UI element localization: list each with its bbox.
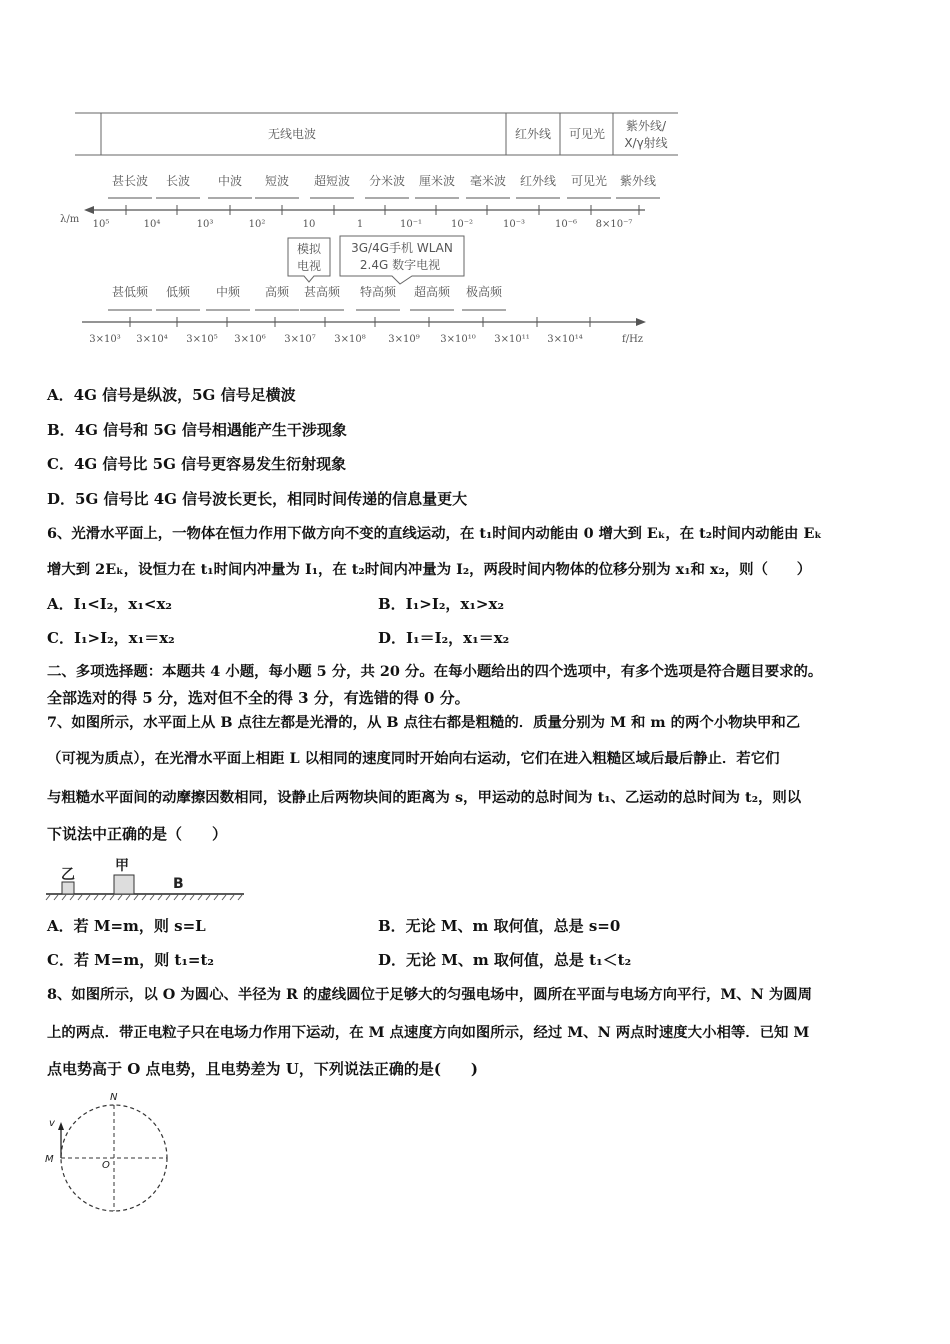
wave-name: 毫米波	[469, 174, 507, 188]
label-o: O	[102, 1160, 110, 1171]
lambda-tick-label: 10⁻³	[502, 219, 526, 230]
analog-tv-callout	[288, 238, 330, 282]
freq-tick-label: 3×10⁵	[186, 334, 218, 345]
q7-option-b: B．无论 M、m 取何值，总是 s=0	[378, 917, 621, 935]
q7-option-d: D．无论 M、m 取何值，总是 t₁＜t₂	[378, 951, 632, 969]
q8-stem-line3: 点电势高于 O 点电势，且电势差为 U，下列说法正确的是( )	[47, 1060, 479, 1078]
wave-name: 分米波	[368, 174, 406, 188]
q7-stem-line3: 与粗糙水平面间的动摩擦因数相同，设静止后两物块间的距离为 s，甲运动的总时间为 t₁、乙运动的总时间为 t₂，则以	[47, 789, 802, 806]
freq-tick-label: 3×10⁹	[388, 334, 420, 345]
lambda-tick-label: 10⁻⁶	[554, 219, 578, 230]
velocity-arrow	[58, 1122, 64, 1158]
wave-name: 甚长波	[111, 174, 149, 188]
top-bar-visible: 可见光	[568, 127, 606, 141]
section2-heading-line1: 二、多项选择题：本题共 4 小题，每小题 5 分，共 20 分。在每小题给出的四个选项中，有多个选项是符合题目要求的。	[47, 663, 823, 680]
wave-name: 中波	[217, 174, 243, 188]
q6-option-d: D．I₁＝I₂，x₁＝x₂	[378, 629, 510, 647]
lambda-tick-label: 1	[356, 219, 364, 230]
freq-name-row	[108, 284, 506, 310]
q5-option-c: C．4G 信号比 5G 信号更容易发生衍射现象	[47, 455, 347, 473]
top-bar-uv: 紫外线/	[625, 119, 667, 133]
q6-option-c: C．I₁>I₂，x₁＝x₂	[47, 629, 175, 647]
q7-stem-line2: （可视为质点），在光滑水平面上相距 L 以相同的速度同时开始向右运动，它们在进入粗糙区域后最后静止．若它们	[47, 750, 780, 767]
svg-text:电视: 电视	[296, 259, 322, 273]
label-n: N	[110, 1092, 118, 1103]
lambda-tick-label: 10⁴	[143, 219, 161, 230]
wave-name: 超短波	[313, 174, 351, 188]
q5-option-d: D．5G 信号比 4G 信号波长更长，相同时间传递的信息量更大	[47, 490, 468, 508]
q5-option-b: B．4G 信号和 5G 信号相遇能产生干涉现象	[47, 421, 347, 439]
svg-text:2.4G 数字电视: 2.4G 数字电视	[359, 258, 441, 272]
block-yi	[62, 882, 74, 894]
wave-name: 紫外线	[619, 174, 657, 188]
q6-option-b: B．I₁>I₂，x₁>x₂	[378, 595, 505, 613]
freq-tick-label: 3×10¹⁰	[440, 334, 476, 345]
em-spectrum-figure	[0, 0, 950, 360]
q8-stem-line2: 上的两点．带正电粒子只在电场力作用下运动，在 M 点速度方向如图所示，经过 M、N 两点时速度大小相等．已知 M	[47, 1024, 810, 1041]
wavelength-axis	[60, 205, 645, 230]
q7-option-c: C．若 M=m，则 t₁=t₂	[47, 951, 214, 969]
wave-name: 可见光	[570, 174, 608, 188]
freq-name: 甚高频	[303, 285, 341, 299]
q8-stem-line1: 8、如图所示，以 O 为圆心、半径为 R 的虚线圆位于足够大的匀强电场中，圆所在平面与电场方向平行，M、N 为圆周	[47, 986, 813, 1003]
freq-name: 高频	[264, 285, 290, 299]
lambda-tick-label: 10³	[196, 219, 214, 230]
freq-tick-label: 3×10⁴	[136, 334, 168, 345]
top-bar-xray: X/γ射线	[624, 136, 668, 150]
digital-callout	[340, 236, 464, 284]
freq-tick-label: 3×10⁷	[284, 334, 316, 345]
svg-text:模拟: 模拟	[296, 242, 322, 256]
freq-tick-label: 3×10⁶	[234, 334, 266, 345]
frequency-axis	[82, 317, 646, 345]
q7-stem-line4: 下说法中正确的是（ ）	[47, 825, 228, 843]
wave-name: 厘米波	[418, 174, 456, 188]
label-m: M	[45, 1154, 54, 1165]
lambda-tick-label: 10⁵	[92, 219, 110, 230]
freq-tick-label: 3×10¹⁴	[547, 334, 583, 345]
wave-name-row	[108, 173, 660, 198]
top-bar-infrared: 红外线	[514, 127, 552, 141]
q8-figure	[40, 1088, 180, 1218]
q6-option-a: A．I₁<I₂，x₁<x₂	[47, 595, 172, 613]
lambda-axis-label: λ/m	[60, 214, 80, 225]
q7-stem-line1: 7、如图所示，水平面上从 B 点往左都是光滑的，从 B 点往右都是粗糙的．质量分别为 M 和 m 的两个小物块甲和乙	[47, 714, 801, 731]
freq-name: 低频	[165, 285, 191, 299]
freq-tick-label: 3×10³	[89, 334, 121, 345]
freq-name: 特高频	[359, 285, 397, 299]
top-bar-radio: 无线电波	[267, 127, 317, 141]
lambda-tick-label: 10⁻²	[450, 219, 474, 230]
svg-text:3G/4G手机 WLAN: 3G/4G手机 WLAN	[351, 241, 453, 255]
wave-name: 长波	[165, 174, 191, 188]
freq-name: 极高频	[465, 285, 503, 299]
label-v: v	[49, 1118, 55, 1129]
q7-figure	[40, 852, 260, 902]
block-jia-label: 甲	[115, 858, 129, 874]
wave-name: 短波	[264, 174, 290, 188]
q7-option-a: A．若 M=m，则 s=L	[47, 917, 206, 935]
lambda-tick-label: 10	[302, 219, 316, 230]
q5-option-a: A．4G 信号是纵波，5G 信号足横波	[47, 386, 296, 404]
block-jia	[114, 875, 134, 894]
block-yi-label: 乙	[61, 867, 75, 883]
lambda-tick-label: 10²	[248, 219, 266, 230]
section2-heading-line2: 全部选对的得 5 分，选对但不全的得 3 分，有选错的得 0 分。	[47, 689, 470, 707]
freq-name: 甚低频	[111, 285, 149, 299]
freq-name: 超高频	[413, 285, 451, 299]
lambda-tick-label: 10⁻¹	[399, 219, 423, 230]
wave-name: 红外线	[519, 174, 557, 188]
spectrum-top-bar	[75, 113, 678, 155]
point-b-label: B	[173, 876, 184, 892]
freq-name: 中频	[215, 285, 241, 299]
lambda-tick-label: 8×10⁻⁷	[595, 219, 633, 230]
q6-stem-line1: 6、光滑水平面上，一物体在恒力作用下做方向不变的直线运动，在 t₁时间内动能由 0 增大到 Eₖ，在 t₂时间内动能由 Eₖ	[47, 525, 822, 542]
freq-tick-label: 3×10¹¹	[494, 334, 530, 345]
freq-tick-label: 3×10⁸	[334, 334, 366, 345]
q6-stem-line2: 增大到 2Eₖ，设恒力在 t₁时间内冲量为 I₁，在 t₂时间内冲量为 I₂，两段时间内物体的位移分别为 x₁和 x₂，则（ ）	[47, 561, 812, 578]
freq-axis-label: f/Hz	[622, 334, 644, 345]
